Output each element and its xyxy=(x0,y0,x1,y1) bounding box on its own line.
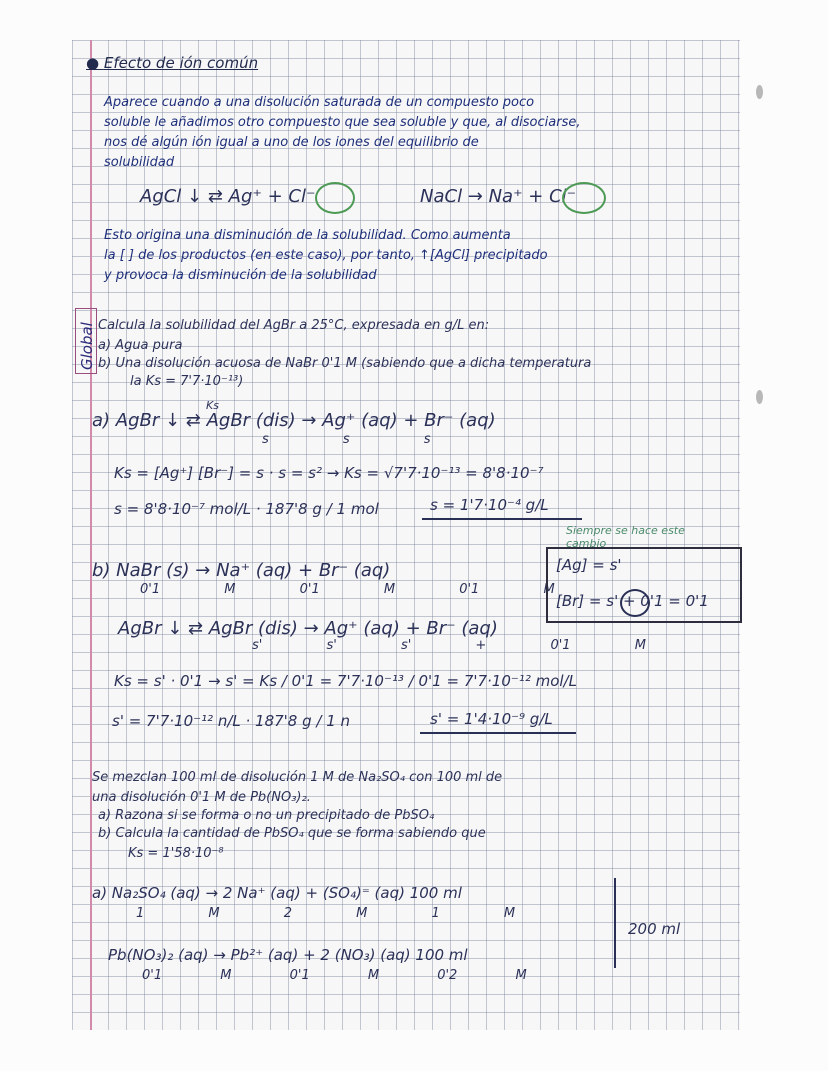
problem1-line: b) Una disolución acuosa de NaBr 0'1 M (sabiendo que a dicha temperatura xyxy=(98,356,592,371)
punch-hole xyxy=(756,85,763,99)
equation-nacl: NaCl → Na⁺ + Cl⁻ xyxy=(420,186,577,207)
ks-over-arrow: Ks xyxy=(206,399,219,412)
ks-calculation-b: Ks = s' · 0'1 → s' = Ks / 0'1 = 7'7·10⁻¹³ / 0'1 = 7'7·10⁻¹² mol/L xyxy=(114,672,577,690)
reaction-2a-1: a) Na₂SO₄ (aq) → 2 Na⁺ (aq) + (SO₄)⁼ (aq) 100 ml xyxy=(92,884,462,902)
concentrations-b2: s' s' s' + 0'1 M xyxy=(252,638,646,653)
green-note: Siempre se hace este cambio xyxy=(566,524,685,550)
result-b: s' = 1'4·10⁻⁹ g/L xyxy=(430,710,553,728)
equation-agcl: AgCl ↓ ⇄ Ag⁺ + Cl⁻ xyxy=(140,186,316,207)
margin-line xyxy=(90,40,92,1030)
problem2-line: a) Razona si se forma o no un precipitado de PbSO₄ xyxy=(98,808,435,823)
problem2-line: Ks = 1'58·10⁻⁸ xyxy=(128,846,224,861)
s-labels: s s s xyxy=(262,432,431,447)
s-prime-circle xyxy=(620,589,650,617)
highlight-circle xyxy=(562,182,606,214)
problem2-line: una disolución 0'1 M de Pb(NO₃)₂. xyxy=(92,790,311,805)
concentrations-2a-2: 0'1 M 0'1 M 0'2 M xyxy=(142,968,527,983)
intro-line: solubilidad xyxy=(104,155,175,170)
reaction-a: a) AgBr ↓ ⇄ AgBr (dis) → Ag⁺ (aq) + Br⁻ (aq) xyxy=(92,410,496,431)
explanation-line: la [ ] de los productos (en este caso), por tanto, ↑[AgCl] precipitado xyxy=(104,248,548,263)
ks-calculation-a: Ks = [Ag⁺] [Br⁻] = s · s = s² → Ks = √7'7·10⁻¹³ = 8'8·10⁻⁷ xyxy=(114,464,544,482)
box-line-ag: [Ag] = s' xyxy=(556,556,622,574)
concentrations-2a-1: 1 M 2 M 1 M xyxy=(136,906,516,921)
bracket xyxy=(614,878,620,968)
global-label: Global xyxy=(78,322,96,370)
explanation-line: y provoca la disminución de la solubilidad xyxy=(104,268,377,283)
problem1-line: a) Agua pura xyxy=(98,338,183,353)
problem1-line: la Ks = 7'7·10⁻¹³) xyxy=(130,374,244,389)
punch-hole xyxy=(756,390,763,404)
reaction-b1: b) NaBr (s) → Na⁺ (aq) + Br⁻ (aq) xyxy=(92,560,391,581)
reaction-b2: AgBr ↓ ⇄ AgBr (dis) → Ag⁺ (aq) + Br⁻ (aq) xyxy=(118,618,498,639)
box-line-br: [Br] = s' + 0'1 = 0'1 xyxy=(556,592,709,610)
reaction-2a-2: Pb(NO₃)₂ (aq) → Pb²⁺ (aq) + 2 (NO₃) (aq) 100 ml xyxy=(108,946,468,964)
highlight-circle xyxy=(315,182,355,214)
s-calculation-b: s' = 7'7·10⁻¹² n/L · 187'8 g / 1 n xyxy=(112,712,351,730)
intro-line: soluble le añadimos otro compuesto que sea soluble y que, al disociarse, xyxy=(104,115,581,130)
problem2-line: Se mezclan 100 ml de disolución 1 M de Na₂SO₄ con 100 ml de xyxy=(92,770,503,785)
page-title: ● Efecto de ión común xyxy=(86,54,259,72)
intro-line: Aparece cuando a una disolución saturada de un compuesto poco xyxy=(104,95,535,110)
problem2-line: b) Calcula la cantidad de PbSO₄ que se forma sabiendo que xyxy=(98,826,486,841)
s-calculation-a: s = 8'8·10⁻⁷ mol/L · 187'8 g / 1 mol xyxy=(114,500,379,518)
concentrations-b1: 0'1 M 0'1 M 0'1 M xyxy=(140,582,555,597)
total-volume: 200 ml xyxy=(628,920,681,938)
result-a: s = 1'7·10⁻⁴ g/L xyxy=(430,496,549,514)
explanation-line: Esto origina una disminución de la solubilidad. Como aumenta xyxy=(104,228,511,243)
result-underline xyxy=(420,732,576,734)
problem1-line: Calcula la solubilidad del AgBr a 25°C, expresada en g/L en: xyxy=(98,318,490,333)
result-underline xyxy=(422,518,582,520)
intro-line: nos dé algún ión igual a uno de los iones del equilibrio de xyxy=(104,135,479,150)
